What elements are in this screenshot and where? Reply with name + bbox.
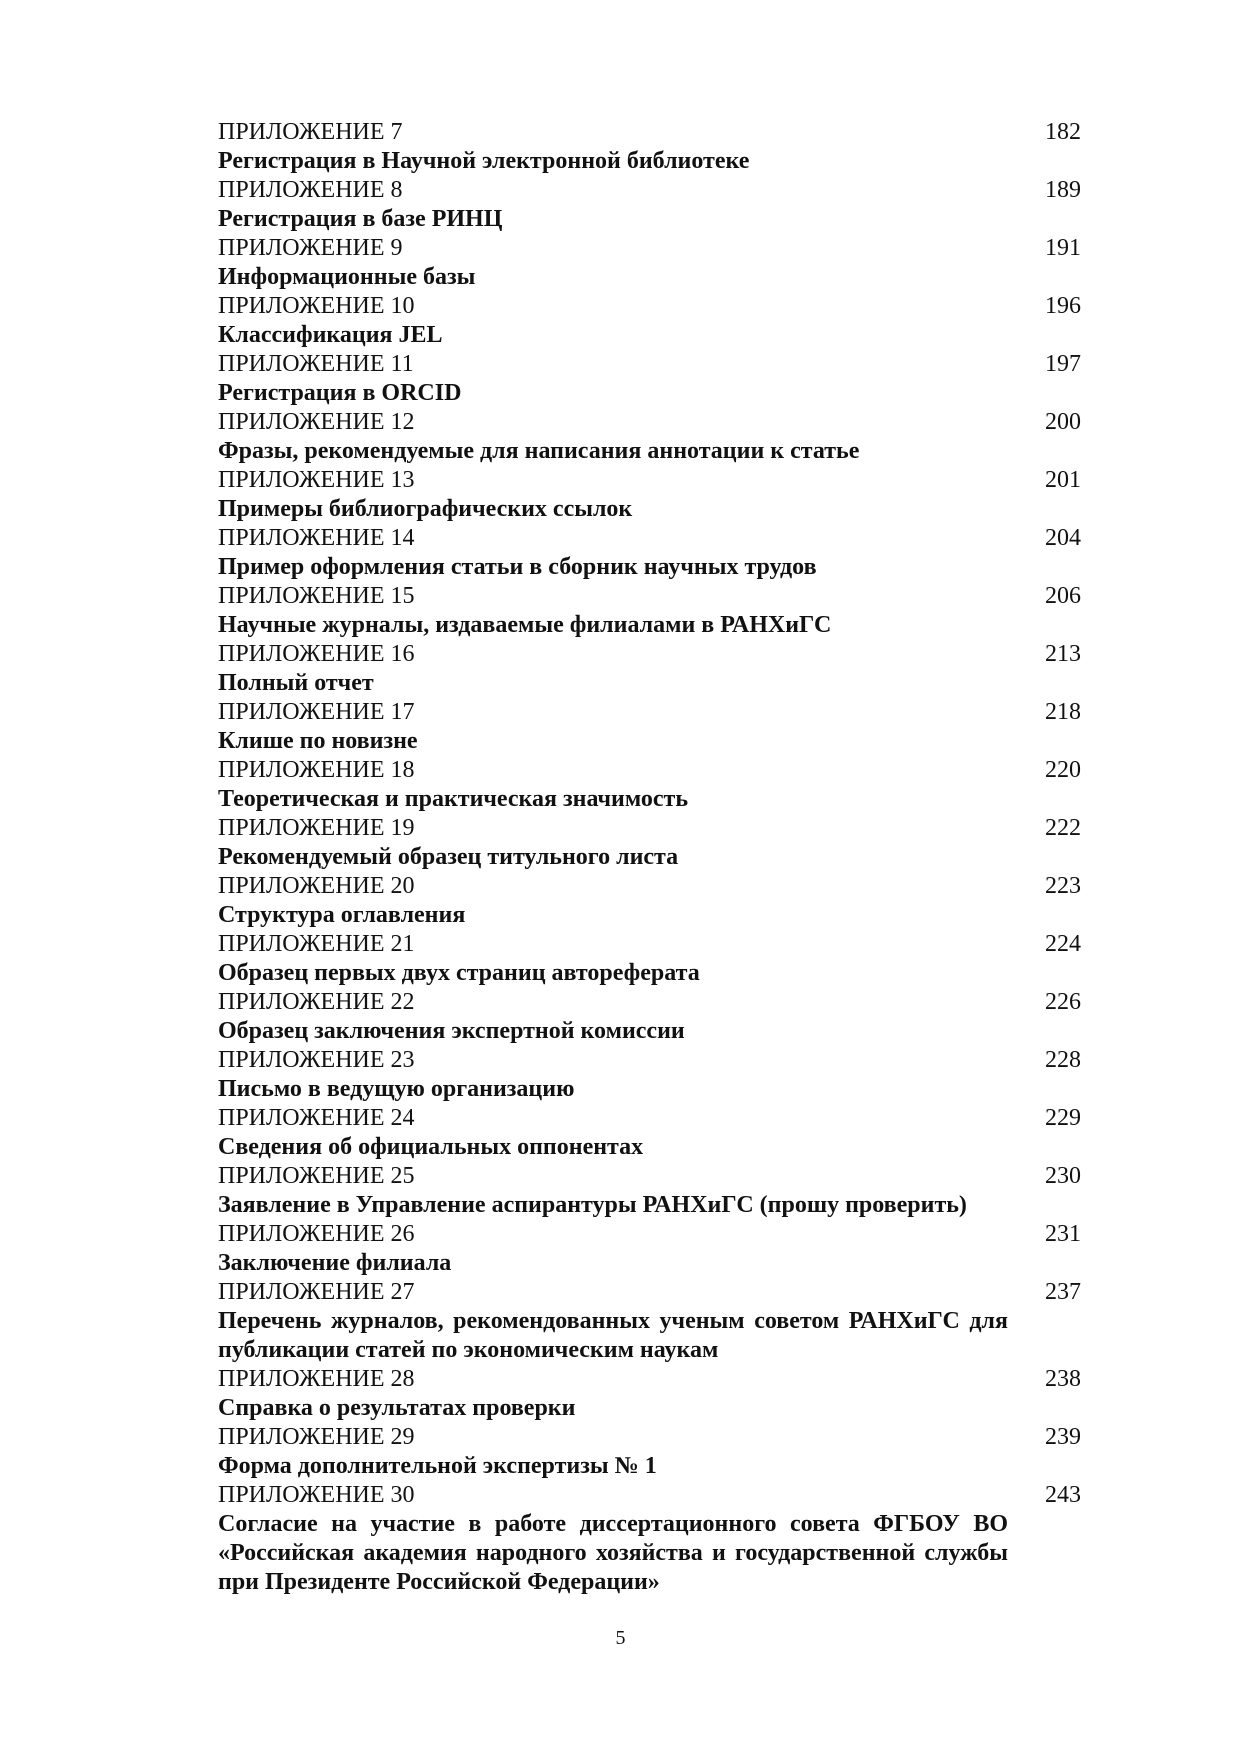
appendix-row xyxy=(218,176,1088,205)
appendix-label: ПРИЛОЖЕНИЕ 24 xyxy=(218,1105,415,1131)
appendix-page-number: 243 xyxy=(1045,1482,1081,1508)
appendix-page-number: 238 xyxy=(1045,1366,1081,1392)
toc-entry xyxy=(218,1220,1088,1278)
appendix-row xyxy=(218,118,1088,147)
toc-entry xyxy=(218,1046,1088,1104)
appendix-page-number: 229 xyxy=(1045,1105,1081,1131)
appendix-page-number: 197 xyxy=(1045,351,1081,377)
appendix-title: Заявление в Управление аспирантуры РАНХиГС (прошу проверить) xyxy=(218,1192,967,1218)
appendix-page-number: 218 xyxy=(1045,699,1081,725)
appendix-title: Образец заключения экспертной комиссии xyxy=(218,1018,685,1044)
appendix-label: ПРИЛОЖЕНИЕ 29 xyxy=(218,1424,415,1450)
appendix-title: Перечень журналов, рекомендованных ученым советом РАНХиГС для публикации статей по экономическим наукам xyxy=(218,1308,1008,1363)
appendix-title: Регистрация в Научной электронной библиотеке xyxy=(218,148,750,174)
table-of-contents xyxy=(218,118,1088,1597)
appendix-title: Структура оглавления xyxy=(218,902,466,928)
appendix-page-number: 237 xyxy=(1045,1279,1081,1305)
appendix-title: Научные журналы, издаваемые филиалами в РАНХиГС xyxy=(218,612,832,638)
appendix-label: ПРИЛОЖЕНИЕ 20 xyxy=(218,873,415,899)
appendix-page-number: 213 xyxy=(1045,641,1081,667)
appendix-label: ПРИЛОЖЕНИЕ 16 xyxy=(218,641,415,667)
appendix-page-number: 206 xyxy=(1045,583,1081,609)
appendix-row xyxy=(218,930,1088,959)
toc-entry xyxy=(218,466,1088,524)
appendix-title: Форма дополнительной экспертизы № 1 xyxy=(218,1453,657,1479)
appendix-title: Заключение филиала xyxy=(218,1250,452,1276)
appendix-row xyxy=(218,1365,1088,1394)
appendix-page-number: 191 xyxy=(1045,235,1081,261)
appendix-title: Сведения об официальных оппонентах xyxy=(218,1134,644,1160)
appendix-page-number: 230 xyxy=(1045,1163,1081,1189)
appendix-label: ПРИЛОЖЕНИЕ 17 xyxy=(218,699,415,725)
appendix-row xyxy=(218,698,1088,727)
appendix-row xyxy=(218,1278,1088,1307)
appendix-page-number: 223 xyxy=(1045,873,1081,899)
appendix-label: ПРИЛОЖЕНИЕ 14 xyxy=(218,525,415,551)
appendix-page-number: 228 xyxy=(1045,1047,1081,1073)
toc-entry xyxy=(218,524,1088,582)
appendix-page-number: 189 xyxy=(1045,177,1081,203)
appendix-label: ПРИЛОЖЕНИЕ 13 xyxy=(218,467,415,493)
appendix-page-number: 222 xyxy=(1045,815,1081,841)
appendix-label: ПРИЛОЖЕНИЕ 26 xyxy=(218,1221,415,1247)
toc-entry xyxy=(218,988,1088,1046)
appendix-label: ПРИЛОЖЕНИЕ 23 xyxy=(218,1047,415,1073)
appendix-title: Полный отчет xyxy=(218,670,374,696)
toc-entry xyxy=(218,118,1088,176)
appendix-row xyxy=(218,1104,1088,1133)
appendix-label: ПРИЛОЖЕНИЕ 28 xyxy=(218,1366,415,1392)
toc-entry xyxy=(218,292,1088,350)
toc-entry xyxy=(218,408,1088,466)
appendix-label: ПРИЛОЖЕНИЕ 19 xyxy=(218,815,415,841)
appendix-label: ПРИЛОЖЕНИЕ 12 xyxy=(218,409,415,435)
appendix-title: Клише по новизне xyxy=(218,728,418,754)
appendix-title: Теоретическая и практическая значимость xyxy=(218,786,689,812)
appendix-title: Образец первых двух страниц автореферата xyxy=(218,960,700,986)
toc-entry xyxy=(218,176,1088,234)
appendix-title: Примеры библиографических ссылок xyxy=(218,496,633,522)
appendix-title: Пример оформления статьи в сборник научных трудов xyxy=(218,554,817,580)
toc-entry xyxy=(218,640,1088,698)
toc-entry xyxy=(218,814,1088,872)
appendix-page-number: 226 xyxy=(1045,989,1081,1015)
appendix-row xyxy=(218,756,1088,785)
toc-entry xyxy=(218,582,1088,640)
appendix-label: ПРИЛОЖЕНИЕ 25 xyxy=(218,1163,415,1189)
appendix-page-number: 182 xyxy=(1045,119,1081,145)
appendix-row xyxy=(218,408,1088,437)
toc-entry xyxy=(218,930,1088,988)
appendix-title: Классификация JEL xyxy=(218,322,443,348)
appendix-page-number: 201 xyxy=(1045,467,1081,493)
toc-entry xyxy=(218,1278,1088,1365)
toc-entry xyxy=(218,1481,1088,1597)
appendix-row xyxy=(218,872,1088,901)
appendix-label: ПРИЛОЖЕНИЕ 18 xyxy=(218,757,415,783)
toc-entry xyxy=(218,1365,1088,1423)
appendix-row xyxy=(218,1423,1088,1452)
appendix-page-number: 224 xyxy=(1045,931,1081,957)
appendix-row xyxy=(218,350,1088,379)
appendix-title: Справка о результатах проверки xyxy=(218,1395,576,1421)
appendix-page-number: 231 xyxy=(1045,1221,1081,1247)
appendix-page-number: 204 xyxy=(1045,525,1081,551)
appendix-page-number: 200 xyxy=(1045,409,1081,435)
appendix-row xyxy=(218,1046,1088,1075)
appendix-label: ПРИЛОЖЕНИЕ 27 xyxy=(218,1279,415,1305)
appendix-row xyxy=(218,466,1088,495)
appendix-row xyxy=(218,1162,1088,1191)
appendix-title: Рекомендуемый образец титульного листа xyxy=(218,844,679,870)
appendix-row xyxy=(218,524,1088,553)
appendix-row xyxy=(218,582,1088,611)
appendix-label: ПРИЛОЖЕНИЕ 15 xyxy=(218,583,415,609)
toc-entry xyxy=(218,1162,1088,1220)
toc-entry xyxy=(218,350,1088,408)
appendix-label: ПРИЛОЖЕНИЕ 22 xyxy=(218,989,415,1015)
toc-entry xyxy=(218,872,1088,930)
appendix-title: Регистрация в базе РИНЦ xyxy=(218,206,503,232)
appendix-label: ПРИЛОЖЕНИЕ 7 xyxy=(218,119,403,145)
appendix-title: Согласие на участие в работе диссертационного совета ФГБОУ ВО «Российская академия народного хозяйства и государственной службы при Президенте Российской Федерации» xyxy=(218,1511,1008,1595)
appendix-page-number: 220 xyxy=(1045,757,1081,783)
toc-entry xyxy=(218,1423,1088,1481)
appendix-row xyxy=(218,814,1088,843)
appendix-label: ПРИЛОЖЕНИЕ 30 xyxy=(218,1482,415,1508)
toc-entry xyxy=(218,234,1088,292)
appendix-row xyxy=(218,988,1088,1017)
appendix-label: ПРИЛОЖЕНИЕ 21 xyxy=(218,931,415,957)
appendix-row xyxy=(218,1481,1088,1510)
appendix-title: Регистрация в ORCID xyxy=(218,380,462,406)
appendix-title: Фразы, рекомендуемые для написания аннотации к статье xyxy=(218,438,860,464)
toc-entry xyxy=(218,756,1088,814)
appendix-page-number: 239 xyxy=(1045,1424,1081,1450)
appendix-row xyxy=(218,234,1088,263)
appendix-row xyxy=(218,1220,1088,1249)
appendix-label: ПРИЛОЖЕНИЕ 8 xyxy=(218,177,403,203)
appendix-title: Информационные базы xyxy=(218,264,476,290)
toc-entry xyxy=(218,698,1088,756)
appendix-label: ПРИЛОЖЕНИЕ 10 xyxy=(218,293,415,319)
appendix-row xyxy=(218,292,1088,321)
page-number: 5 xyxy=(615,1627,626,1649)
appendix-label: ПРИЛОЖЕНИЕ 9 xyxy=(218,235,403,261)
appendix-page-number: 196 xyxy=(1045,293,1081,319)
appendix-label: ПРИЛОЖЕНИЕ 11 xyxy=(218,351,414,377)
appendix-row xyxy=(218,640,1088,669)
appendix-title: Письмо в ведущую организацию xyxy=(218,1076,575,1102)
toc-entry xyxy=(218,1104,1088,1162)
